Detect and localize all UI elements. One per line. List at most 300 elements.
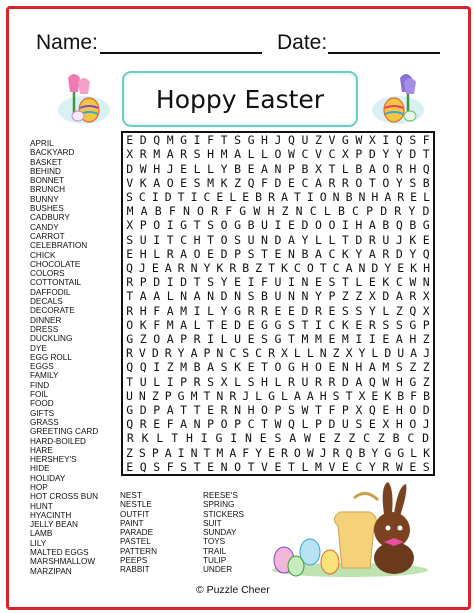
grid-letter[interactable]: L	[229, 189, 237, 204]
grid-letter[interactable]: M	[341, 332, 349, 347]
grid-letter[interactable]: G	[215, 431, 223, 446]
grid-letter[interactable]: A	[368, 161, 376, 176]
grid-letter[interactable]: K	[220, 175, 228, 190]
grid-letter[interactable]: D	[371, 260, 379, 275]
grid-letter[interactable]: A	[153, 175, 161, 190]
grid-letter[interactable]: L	[156, 431, 164, 446]
grid-letter[interactable]: T	[193, 275, 201, 290]
grid-letter[interactable]: M	[180, 303, 188, 318]
grid-letter[interactable]: M	[314, 332, 322, 347]
grid-letter[interactable]: X	[341, 147, 349, 162]
grid-letter[interactable]: P	[366, 204, 374, 219]
grid-letter[interactable]: L	[314, 232, 322, 247]
grid-letter[interactable]: P	[328, 289, 336, 304]
grid-letter[interactable]: O	[220, 417, 228, 432]
grid-letter[interactable]: T	[314, 403, 322, 418]
grid-letter[interactable]: N	[180, 289, 188, 304]
grid-letter[interactable]: N	[216, 388, 224, 403]
grid-letter[interactable]: D	[126, 161, 134, 176]
grid-letter[interactable]: L	[301, 417, 309, 432]
grid-letter[interactable]: O	[314, 360, 322, 375]
grid-letter[interactable]: C	[301, 175, 309, 190]
grid-letter[interactable]: S	[341, 303, 349, 318]
grid-letter[interactable]: G	[274, 332, 282, 347]
grid-letter[interactable]: X	[422, 289, 430, 304]
grid-letter[interactable]: R	[288, 374, 295, 389]
grid-letter[interactable]: D	[220, 289, 228, 304]
grid-letter[interactable]: E	[153, 417, 161, 432]
grid-letter[interactable]: S	[395, 360, 403, 375]
grid-letter[interactable]: Z	[151, 388, 159, 403]
grid-letter[interactable]: T	[422, 147, 430, 162]
grid-letter[interactable]: R	[211, 204, 219, 219]
grid-letter[interactable]: W	[304, 431, 311, 446]
grid-letter[interactable]: G	[288, 360, 295, 375]
grid-letter[interactable]: F	[422, 133, 430, 148]
grid-letter[interactable]: P	[151, 445, 159, 460]
grid-letter[interactable]: W	[139, 161, 147, 176]
grid-letter[interactable]: Y	[395, 147, 403, 162]
grid-letter[interactable]: Y	[220, 275, 228, 290]
grid-letter[interactable]: B	[255, 189, 263, 204]
grid-letter[interactable]: I	[166, 275, 174, 290]
grid-letter[interactable]: E	[242, 189, 250, 204]
grid-letter[interactable]: O	[153, 332, 161, 347]
grid-letter[interactable]: J	[395, 232, 403, 247]
grid-letter[interactable]: S	[207, 218, 215, 233]
grid-letter[interactable]: L	[153, 374, 161, 389]
grid-letter[interactable]: T	[207, 317, 215, 332]
grid-letter[interactable]: I	[166, 218, 174, 233]
grid-letter[interactable]: X	[368, 289, 376, 304]
grid-letter[interactable]: M	[220, 147, 228, 162]
grid-letter[interactable]: R	[332, 445, 340, 460]
grid-letter[interactable]: B	[337, 204, 345, 219]
grid-letter[interactable]: G	[274, 317, 282, 332]
grid-letter[interactable]: D	[422, 431, 430, 446]
grid-letter[interactable]: L	[293, 346, 301, 361]
grid-letter[interactable]: F	[168, 204, 176, 219]
grid-letter[interactable]: Z	[348, 431, 356, 446]
grid-letter[interactable]: E	[274, 459, 282, 474]
grid-letter[interactable]: E	[368, 275, 376, 290]
grid-letter[interactable]: O	[234, 459, 242, 474]
grid-letter[interactable]: E	[259, 431, 267, 446]
grid-letter[interactable]: E	[328, 332, 336, 347]
grid-letter[interactable]: E	[371, 388, 379, 403]
grid-letter[interactable]: A	[193, 289, 201, 304]
grid-letter[interactable]: T	[345, 388, 353, 403]
grid-letter[interactable]: H	[139, 303, 147, 318]
grid-letter[interactable]: R	[394, 204, 402, 219]
grid-letter[interactable]: R	[139, 147, 147, 162]
grid-letter[interactable]: N	[182, 204, 190, 219]
grid-letter[interactable]: U	[234, 332, 242, 347]
grid-letter[interactable]: P	[203, 346, 211, 361]
grid-letter[interactable]: A	[368, 360, 376, 375]
grid-letter[interactable]: R	[409, 289, 417, 304]
grid-letter[interactable]: S	[126, 232, 134, 247]
grid-letter[interactable]: C	[229, 346, 237, 361]
grid-letter[interactable]: N	[190, 445, 198, 460]
grid-letter[interactable]: A	[164, 445, 172, 460]
grid-letter[interactable]: H	[395, 403, 403, 418]
grid-letter[interactable]: R	[164, 346, 172, 361]
grid-letter[interactable]: S	[409, 133, 417, 148]
grid-letter[interactable]: E	[247, 317, 255, 332]
grid-letter[interactable]: A	[180, 246, 188, 261]
grid-letter[interactable]: R	[397, 189, 405, 204]
grid-letter[interactable]: L	[301, 459, 309, 474]
grid-letter[interactable]: Y	[314, 289, 322, 304]
grid-letter[interactable]: S	[247, 246, 255, 261]
grid-letter[interactable]: L	[220, 332, 228, 347]
grid-letter[interactable]: Q	[395, 133, 403, 148]
grid-letter[interactable]: H	[409, 161, 417, 176]
grid-letter[interactable]: X	[126, 147, 134, 162]
grid-letter[interactable]: S	[274, 431, 282, 446]
grid-letter[interactable]: S	[288, 317, 295, 332]
grid-letter[interactable]: Z	[422, 360, 430, 375]
grid-letter[interactable]: U	[301, 133, 309, 148]
grid-letter[interactable]: U	[382, 232, 390, 247]
grid-letter[interactable]: K	[280, 260, 288, 275]
grid-letter[interactable]: H	[409, 332, 417, 347]
grid-letter[interactable]: R	[229, 260, 237, 275]
grid-letter[interactable]: K	[410, 260, 418, 275]
grid-letter[interactable]: G	[247, 133, 255, 148]
grid-letter[interactable]: A	[395, 332, 403, 347]
grid-letter[interactable]: F	[153, 317, 161, 332]
grid-letter[interactable]: F	[207, 133, 215, 148]
grid-letter[interactable]: U	[261, 218, 268, 233]
grid-letter[interactable]: C	[203, 189, 211, 204]
grid-letter[interactable]: K	[382, 275, 390, 290]
grid-letter[interactable]: Z	[281, 204, 289, 219]
grid-letter[interactable]: Z	[314, 133, 322, 148]
grid-letter[interactable]: P	[234, 417, 242, 432]
grid-letter[interactable]: J	[166, 161, 174, 176]
grid-letter[interactable]: Q	[288, 417, 295, 432]
grid-letter[interactable]: L	[193, 317, 201, 332]
grid-letter[interactable]: E	[397, 260, 405, 275]
grid-letter[interactable]: M	[190, 388, 198, 403]
grid-letter[interactable]: Y	[368, 459, 376, 474]
grid-letter[interactable]: S	[261, 332, 268, 347]
grid-letter[interactable]: T	[180, 403, 188, 418]
grid-letter[interactable]: K	[139, 317, 147, 332]
grid-letter[interactable]: E	[314, 275, 322, 290]
grid-letter[interactable]: T	[328, 161, 336, 176]
grid-letter[interactable]: B	[382, 218, 390, 233]
grid-letter[interactable]: I	[153, 360, 161, 375]
grid-letter[interactable]: G	[126, 332, 134, 347]
grid-letter[interactable]: D	[355, 232, 363, 247]
grid-letter[interactable]: E	[207, 246, 215, 261]
grid-letter[interactable]: A	[355, 374, 363, 389]
grid-letter[interactable]: M	[126, 204, 134, 219]
grid-letter[interactable]: S	[193, 147, 201, 162]
grid-letter[interactable]: B	[423, 388, 430, 403]
grid-letter[interactable]: S	[422, 459, 430, 474]
grid-letter[interactable]: R	[341, 175, 349, 190]
grid-letter[interactable]: Z	[333, 431, 341, 446]
grid-letter[interactable]: A	[166, 332, 174, 347]
grid-letter[interactable]: O	[197, 204, 204, 219]
grid-letter[interactable]: U	[139, 374, 147, 389]
grid-letter[interactable]: E	[247, 332, 255, 347]
grid-letter[interactable]: T	[261, 417, 268, 432]
grid-letter[interactable]: T	[193, 403, 201, 418]
grid-letter[interactable]: B	[392, 431, 400, 446]
grid-letter[interactable]: S	[355, 417, 363, 432]
grid-letter[interactable]: B	[409, 218, 417, 233]
grid-letter[interactable]: U	[139, 232, 147, 247]
grid-letter[interactable]: U	[341, 417, 349, 432]
grid-letter[interactable]: O	[220, 218, 228, 233]
grid-letter[interactable]: A	[207, 360, 215, 375]
grid-letter[interactable]: S	[247, 374, 255, 389]
grid-letter[interactable]: N	[358, 260, 366, 275]
grid-letter[interactable]: T	[341, 275, 349, 290]
grid-letter[interactable]: L	[280, 388, 288, 403]
grid-letter[interactable]: L	[193, 161, 201, 176]
grid-letter[interactable]: O	[153, 218, 161, 233]
grid-letter[interactable]: E	[328, 360, 336, 375]
grid-letter[interactable]: L	[323, 204, 331, 219]
grid-letter[interactable]: Z	[332, 346, 340, 361]
grid-letter[interactable]: C	[180, 232, 188, 247]
grid-letter[interactable]: S	[242, 346, 250, 361]
grid-letter[interactable]: W	[409, 275, 417, 290]
name-line[interactable]	[100, 52, 262, 54]
grid-letter[interactable]: P	[341, 403, 349, 418]
grid-letter[interactable]: L	[410, 445, 418, 460]
grid-letter[interactable]: S	[207, 374, 215, 389]
grid-letter[interactable]: R	[166, 246, 174, 261]
grid-letter[interactable]: V	[314, 147, 322, 162]
grid-letter[interactable]: Q	[139, 360, 147, 375]
grid-letter[interactable]: E	[126, 246, 134, 261]
grid-letter[interactable]: X	[345, 346, 353, 361]
grid-letter[interactable]: A	[293, 388, 301, 403]
grid-letter[interactable]: E	[409, 459, 417, 474]
grid-letter[interactable]: Z	[166, 360, 174, 375]
grid-letter[interactable]: Q	[395, 218, 403, 233]
grid-letter[interactable]: N	[138, 388, 146, 403]
grid-letter[interactable]: A	[368, 218, 376, 233]
grid-letter[interactable]: A	[234, 147, 242, 162]
grid-letter[interactable]: E	[288, 218, 295, 233]
grid-letter[interactable]: N	[274, 161, 282, 176]
grid-letter[interactable]: Y	[395, 175, 403, 190]
grid-letter[interactable]: Q	[126, 260, 133, 275]
grid-letter[interactable]: C	[328, 317, 336, 332]
grid-letter[interactable]: I	[207, 332, 215, 347]
grid-letter[interactable]: R	[177, 260, 185, 275]
grid-letter[interactable]: Q	[345, 445, 353, 460]
grid-letter[interactable]: D	[164, 189, 172, 204]
grid-letter[interactable]: Q	[368, 374, 376, 389]
grid-letter[interactable]: T	[171, 431, 179, 446]
grid-letter[interactable]: C	[328, 246, 336, 261]
grid-letter[interactable]: S	[328, 275, 336, 290]
grid-letter[interactable]: M	[301, 332, 309, 347]
grid-letter[interactable]: E	[410, 189, 418, 204]
grid-letter[interactable]: Q	[288, 133, 295, 148]
grid-letter[interactable]: S	[234, 133, 242, 148]
grid-letter[interactable]: W	[301, 403, 309, 418]
grid-letter[interactable]: K	[341, 317, 349, 332]
grid-letter[interactable]: R	[328, 175, 336, 190]
grid-letter[interactable]: U	[126, 388, 133, 403]
grid-letter[interactable]: I	[382, 133, 390, 148]
grid-letter[interactable]: N	[301, 275, 309, 290]
grid-letter[interactable]: R	[229, 388, 237, 403]
grid-letter[interactable]: E	[382, 332, 390, 347]
grid-letter[interactable]: H	[267, 204, 275, 219]
grid-letter[interactable]: R	[247, 303, 255, 318]
grid-letter[interactable]: C	[301, 147, 309, 162]
grid-letter[interactable]: D	[180, 275, 188, 290]
grid-letter[interactable]: E	[234, 275, 242, 290]
grid-letter[interactable]: A	[140, 204, 148, 219]
grid-letter[interactable]: E	[274, 246, 282, 261]
grid-letter[interactable]: Y	[358, 346, 366, 361]
grid-letter[interactable]: M	[180, 360, 188, 375]
grid-letter[interactable]: O	[274, 147, 282, 162]
grid-letter[interactable]: C	[309, 204, 317, 219]
grid-letter[interactable]: Z	[139, 332, 147, 347]
grid-letter[interactable]: D	[274, 175, 282, 190]
grid-letter[interactable]: I	[368, 332, 376, 347]
grid-letter[interactable]: H	[319, 388, 327, 403]
grid-letter[interactable]: I	[166, 374, 174, 389]
grid-letter[interactable]: N	[301, 289, 309, 304]
grid-letter[interactable]: D	[220, 246, 228, 261]
grid-letter[interactable]: N	[234, 289, 242, 304]
grid-letter[interactable]: F	[166, 459, 174, 474]
grid-letter[interactable]: E	[288, 175, 295, 190]
grid-letter[interactable]: H	[371, 189, 379, 204]
grid-letter[interactable]: O	[193, 246, 201, 261]
grid-letter[interactable]: R	[368, 232, 376, 247]
grid-letter[interactable]: Q	[153, 133, 161, 148]
grid-letter[interactable]: D	[274, 232, 282, 247]
grid-letter[interactable]: A	[166, 147, 174, 162]
grid-letter[interactable]: R	[395, 161, 403, 176]
grid-letter[interactable]: I	[151, 189, 159, 204]
grid-letter[interactable]: X	[314, 161, 322, 176]
grid-letter[interactable]: L	[355, 275, 363, 290]
grid-letter[interactable]: V	[328, 133, 336, 148]
grid-letter[interactable]: O	[328, 218, 336, 233]
grid-letter[interactable]: R	[193, 332, 201, 347]
grid-letter[interactable]: D	[139, 133, 147, 148]
grid-letter[interactable]: D	[380, 204, 388, 219]
grid-letter[interactable]: N	[261, 232, 268, 247]
grid-letter[interactable]: N	[245, 431, 252, 446]
grid-letter[interactable]: S	[220, 360, 228, 375]
grid-letter[interactable]: Q	[139, 459, 147, 474]
grid-letter[interactable]: L	[261, 147, 268, 162]
grid-letter[interactable]: R	[261, 303, 268, 318]
grid-letter[interactable]: H	[139, 246, 147, 261]
grid-letter[interactable]: T	[368, 175, 376, 190]
grid-letter[interactable]: Y	[220, 161, 228, 176]
grid-letter[interactable]: C	[247, 417, 255, 432]
grid-letter[interactable]: A	[180, 417, 188, 432]
grid-letter[interactable]: D	[422, 204, 430, 219]
grid-letter[interactable]: Q	[126, 360, 134, 375]
grid-letter[interactable]: S	[288, 403, 295, 418]
grid-letter[interactable]: B	[358, 445, 366, 460]
grid-letter[interactable]: T	[193, 459, 201, 474]
grid-letter[interactable]: K	[384, 388, 392, 403]
grid-letter[interactable]: G	[126, 403, 134, 418]
grid-letter[interactable]: R	[139, 417, 147, 432]
grid-letter[interactable]: L	[306, 346, 314, 361]
grid-letter[interactable]: B	[242, 260, 250, 275]
grid-letter[interactable]: U	[397, 346, 405, 361]
grid-letter[interactable]: D	[409, 147, 417, 162]
grid-letter[interactable]: M	[207, 175, 215, 190]
grid-letter[interactable]: H	[423, 260, 430, 275]
grid-letter[interactable]: I	[288, 275, 295, 290]
grid-letter[interactable]: L	[247, 147, 255, 162]
grid-letter[interactable]: Q	[422, 246, 430, 261]
grid-letter[interactable]: Z	[234, 175, 242, 190]
grid-letter[interactable]: S	[247, 289, 255, 304]
grid-letter[interactable]: M	[153, 147, 161, 162]
grid-letter[interactable]: C	[328, 147, 336, 162]
grid-letter[interactable]: I	[230, 431, 238, 446]
grid-letter[interactable]: E	[341, 459, 349, 474]
grid-letter[interactable]: W	[253, 204, 261, 219]
grid-letter[interactable]: E	[207, 459, 215, 474]
grid-letter[interactable]: T	[177, 189, 185, 204]
grid-letter[interactable]: S	[395, 317, 403, 332]
grid-letter[interactable]: Z	[422, 374, 430, 389]
grid-letter[interactable]: D	[368, 147, 376, 162]
grid-letter[interactable]: V	[261, 459, 268, 474]
grid-letter[interactable]: D	[151, 346, 159, 361]
grid-letter[interactable]: J	[319, 445, 327, 460]
grid-letter[interactable]: A	[190, 346, 198, 361]
grid-letter[interactable]: T	[203, 388, 211, 403]
grid-letter[interactable]: I	[190, 189, 198, 204]
grid-letter[interactable]: X	[280, 346, 288, 361]
grid-letter[interactable]: L	[328, 232, 336, 247]
grid-letter[interactable]: K	[234, 360, 242, 375]
grid-letter[interactable]: O	[355, 175, 363, 190]
grid-letter[interactable]: S	[332, 388, 340, 403]
grid-letter[interactable]: G	[261, 317, 268, 332]
grid-letter[interactable]: I	[355, 332, 363, 347]
grid-letter[interactable]: J	[138, 260, 146, 275]
grid-letter[interactable]: C	[355, 459, 363, 474]
grid-letter[interactable]: L	[207, 161, 215, 176]
grid-letter[interactable]: D	[422, 403, 430, 418]
grid-letter[interactable]: Y	[408, 204, 416, 219]
grid-letter[interactable]: R	[314, 374, 322, 389]
grid-letter[interactable]: Q	[126, 417, 134, 432]
grid-letter[interactable]: R	[268, 189, 275, 204]
grid-letter[interactable]: H	[185, 431, 193, 446]
grid-letter[interactable]: N	[319, 346, 327, 361]
grid-letter[interactable]: D	[153, 275, 161, 290]
grid-letter[interactable]: C	[332, 260, 340, 275]
